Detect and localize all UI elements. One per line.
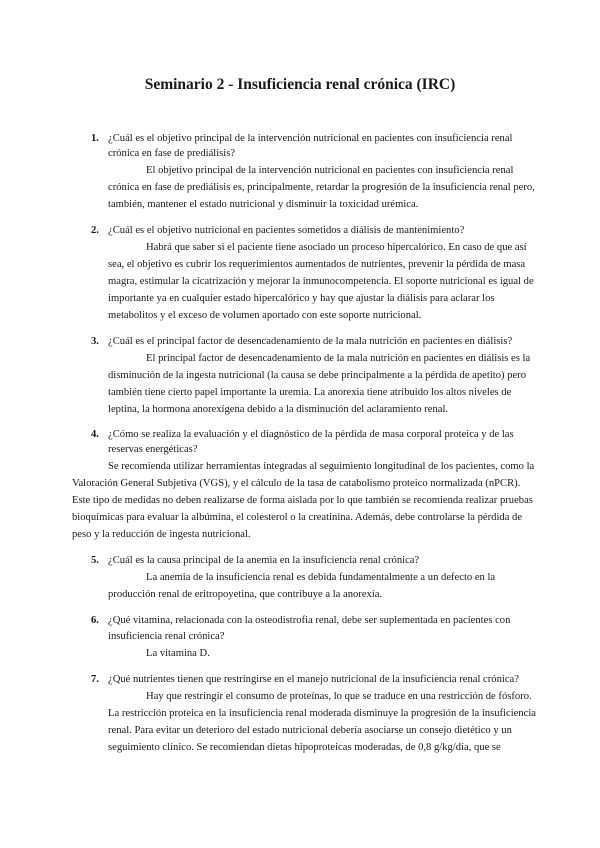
answer-line: también, mantener el estado nutricional y disminuir la toxicidad urémica.: [108, 199, 419, 210]
item-number: 5.: [91, 555, 99, 566]
answer-line: renal. Para evitar un deterioro del estado nutricional debería asociarse un consejo dietético y un: [108, 725, 512, 736]
question-line: ¿Cuál es el principal factor de desencadenamiento de la mala nutrición en pacientes en diálisis?: [108, 336, 513, 347]
answer-line: Este tipo de medidas no deben realizarse de forma aislada por lo que también se recomienda realizar pruebas: [72, 495, 533, 506]
item-number: 4.: [91, 429, 99, 440]
item-number: 6.: [91, 615, 99, 626]
answer-line: sea, el objetivo es cubrir los requerimientos aumentados de nutrientes, prevenir la pérdida de masa: [108, 259, 526, 270]
answer-line: importante ya en cualquier estado hipercalórico y hay que ajustar la diálisis para aclarar los: [108, 293, 495, 304]
answer-line: crónica en fase de prediálisis es, principalmente, retardar la progresión de la insuficiencia renal pero,: [108, 182, 535, 193]
question-line: ¿Cuál es la causa principal de la anemia en la insuficiencia renal crónica?: [108, 555, 420, 566]
answer-line: Habrá que saber si el paciente tiene asociado un proceso hipercalórico. En caso de que así: [146, 242, 527, 253]
answer-line: Valoración General Subjetiva (VGS), y el cálculo de la tasa de catabolismo proteico normalizada (nPCR).: [72, 478, 521, 489]
item-number: 1.: [91, 133, 99, 144]
answer-line: La restricción proteica en la insuficiencia renal moderada disminuye la progresión de la insuficiencia: [108, 708, 536, 719]
answer-line: metabolitos y el exceso de volumen aportado con este soporte nutricional.: [108, 310, 422, 321]
question-line: ¿Cuál es el objetivo nutricional en pacientes sometidos a diálisis de mantenimiento?: [108, 225, 465, 236]
answer-line: Se recomienda utilizar herramientas integradas al seguimiento longitudinal de los pacientes, como la: [108, 461, 535, 472]
answer-line: bioquímicas para evaluar la albúmina, el colesterol o la creatinina. Además, debe controlarse la pérdida de: [72, 512, 523, 523]
question-line: insuficiencia renal crónica?: [108, 631, 225, 642]
question-line: ¿Qué nutrientes tienen que restringirse en el manejo nutricional de la insuficiencia renal crónica?: [108, 674, 519, 685]
answer-line: El objetivo principal de la intervención nutricional en pacientes con insuficiencia renal: [146, 165, 514, 176]
item-number: 7.: [91, 674, 99, 685]
answer-line: Hay que restringir el consumo de proteínas, lo que se traduce en una restricción de fósforo.: [146, 691, 532, 702]
answer-line: La anemia de la insuficiencia renal es debida fundamentalmente a un defecto en la: [146, 572, 496, 583]
item-number: 2.: [91, 225, 99, 236]
answer-line: peso y la reducción de ingesta nutricional.: [72, 529, 251, 540]
question-line: crónica en fase de prediálisis?: [108, 148, 236, 159]
question-line: ¿Cómo se realiza la evaluación y el diagnóstico de la pérdida de masa corporal proteica y de las: [108, 429, 514, 440]
question-line: reservas energéticas?: [108, 444, 198, 455]
page-title: Seminario 2 - Insuficiencia renal crónica (IRC): [144, 76, 456, 93]
answer-line: también tiene cierto papel importante la uremia. La anorexia tiene atribuido los altos niveles de: [108, 387, 512, 398]
answer-line: producción renal de eritropoyetina, que contribuye a la anorexia.: [108, 589, 383, 600]
question-line: ¿Qué vitamina, relacionada con la osteodistrofia renal, debe ser suplementada en pacientes con: [108, 615, 511, 626]
answer-line: seguimiento clínico. Se recomiendan dietas hipoproteicas moderadas, de 0,8 g/kg/día, que se: [108, 742, 501, 753]
answer-line: El principal factor de desencadenamiento de la mala nutrición en pacientes en diálisis es la: [146, 353, 531, 364]
answer-line: magra, estimular la cicatrización y mejorar la inmunocompetencia. El soporte nutricional es igual de: [108, 276, 534, 287]
answer-line: La vitamina D.: [146, 648, 210, 659]
item-number: 3.: [91, 336, 99, 347]
answer-line: leptina, la hormona anorexígena debido a la disminución del aclaramiento renal.: [108, 404, 449, 415]
question-line: ¿Cuál es el objetivo principal de la intervención nutricional en pacientes con insuficiencia renal: [108, 133, 513, 144]
answer-line: disminución de la ingesta nutricional (la causa se debe principalmente a la pérdida de apetito) pero: [108, 370, 526, 381]
